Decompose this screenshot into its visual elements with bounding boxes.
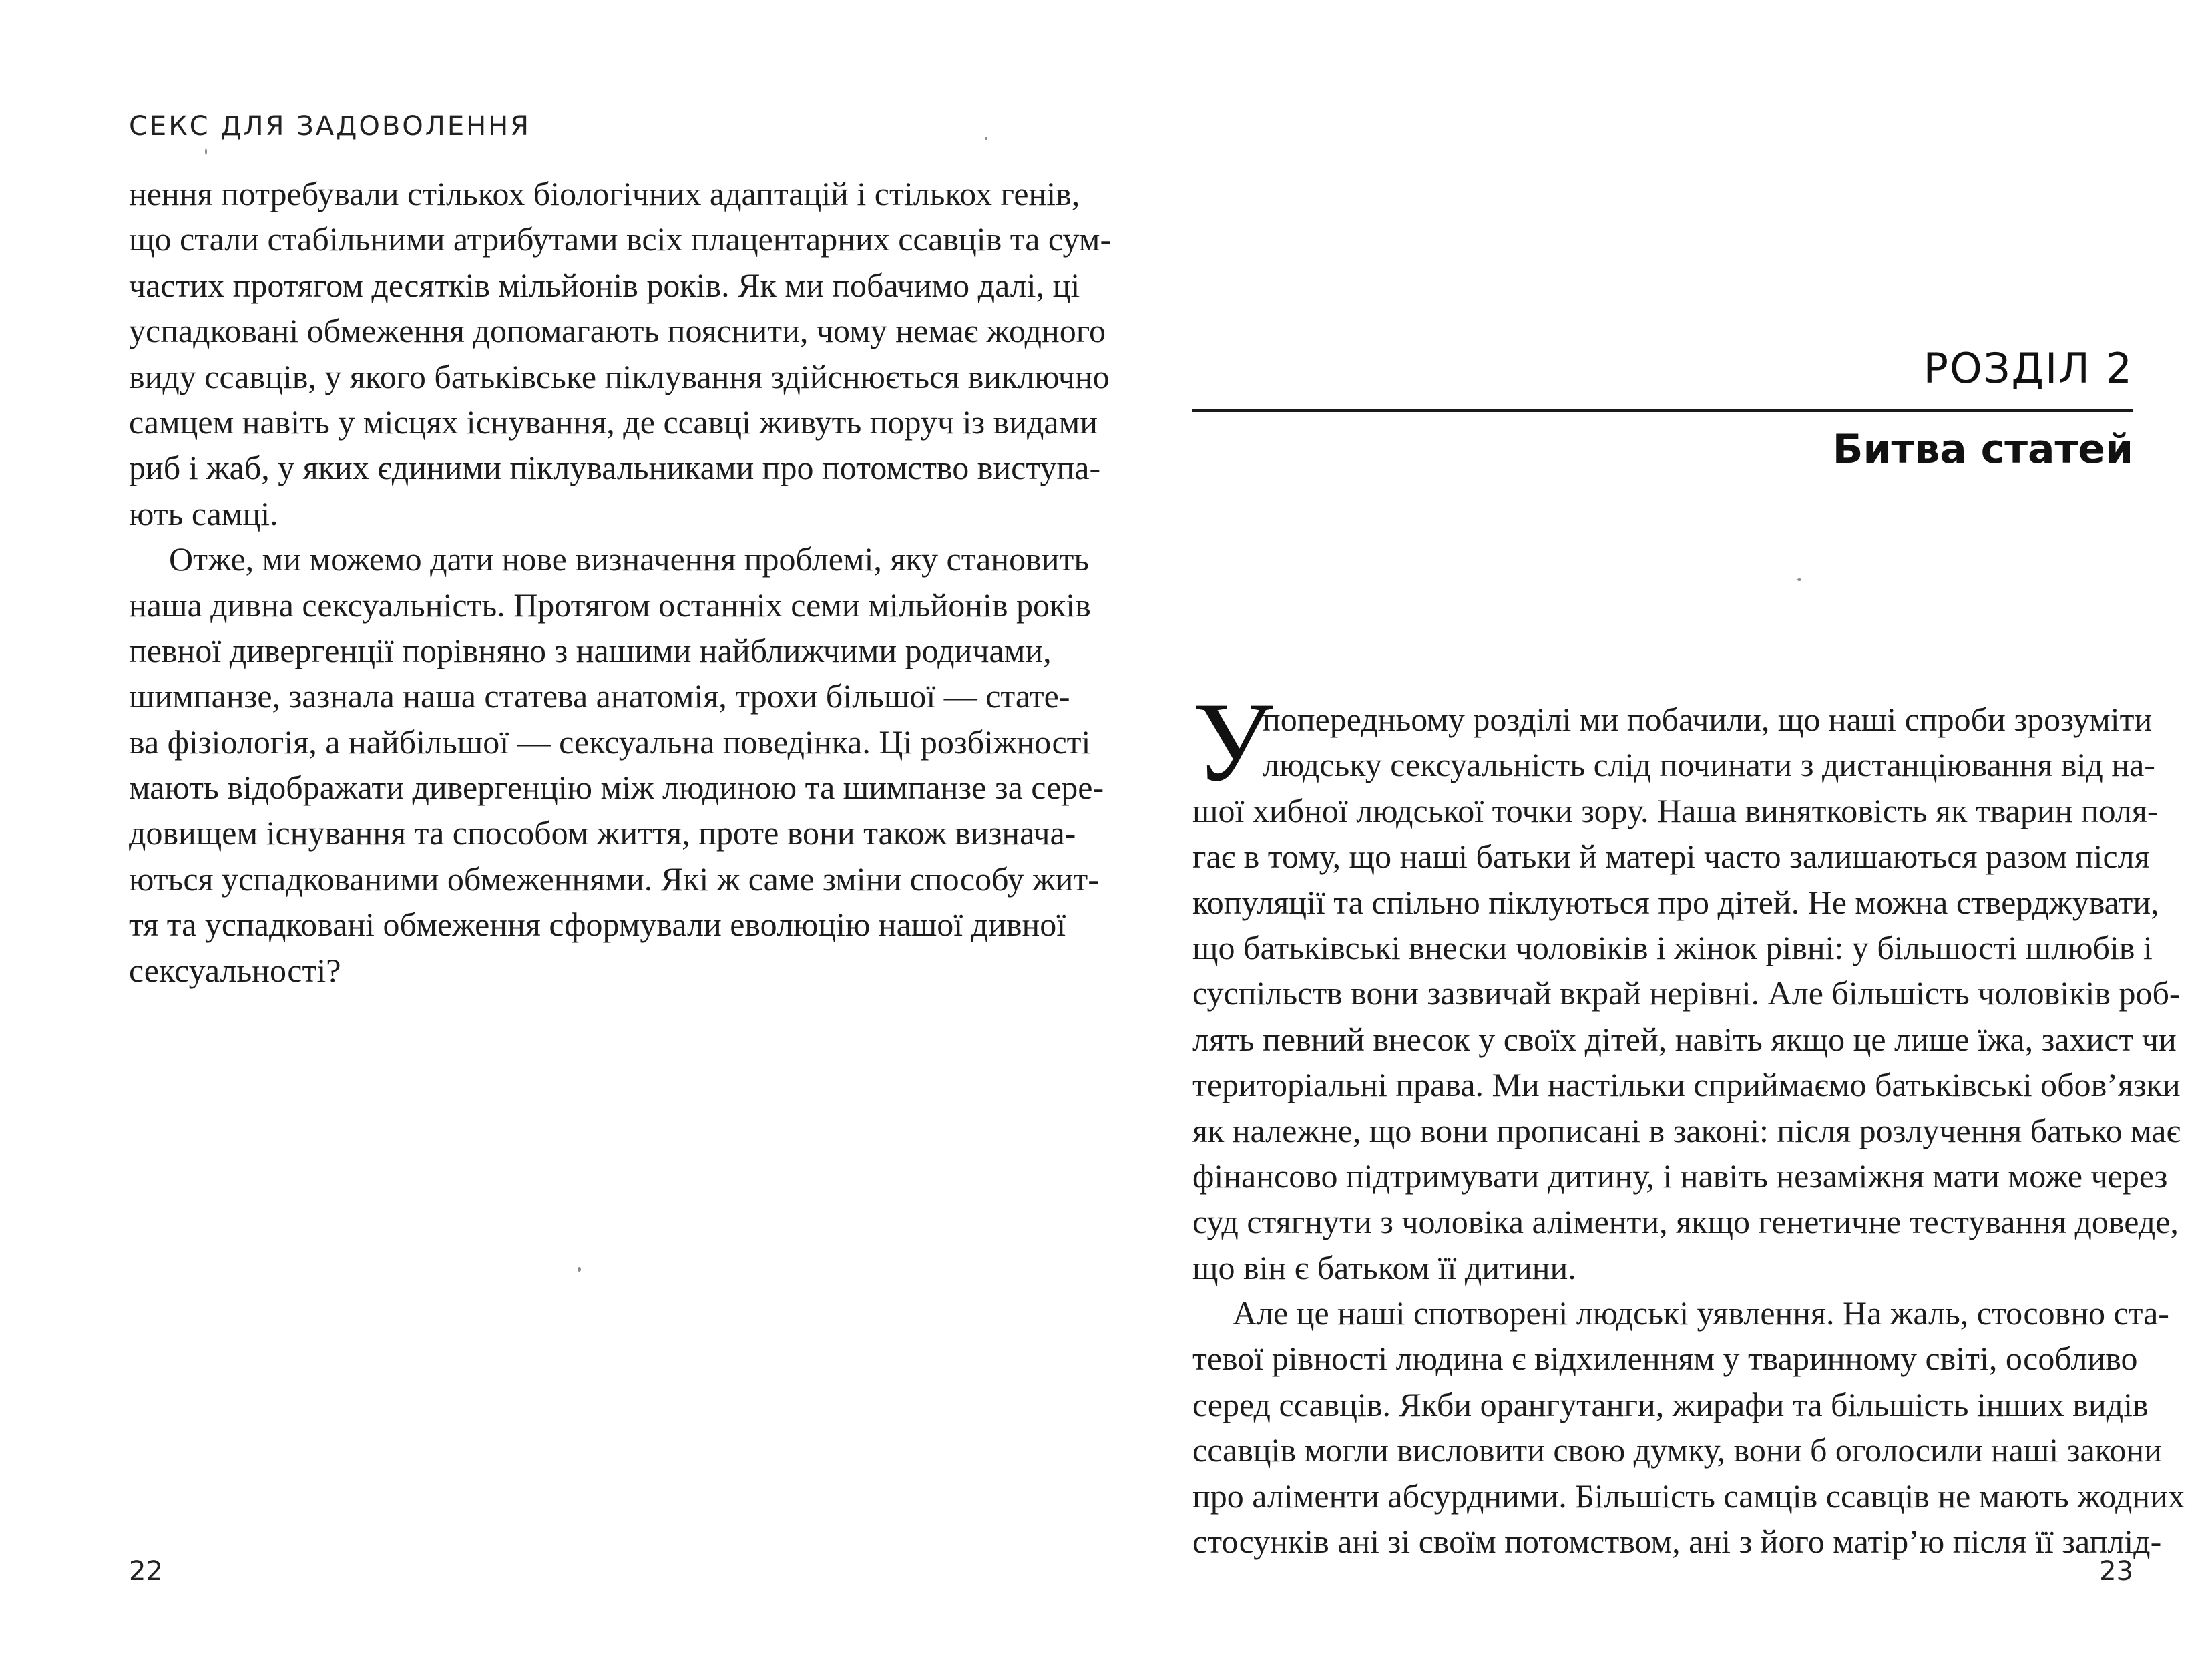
text-line: суспільств вони зазвичай вкрай нерівні. Але більшість чоловіків роб- xyxy=(1192,974,2181,1012)
text-line: попередньому розділі ми побачили, що наші спроби зрозуміти xyxy=(1263,701,2153,738)
text-line: наша дивна сексуальність. Протягом останніх семи мільйонів років xyxy=(129,586,1091,624)
text-line: тевої рівності людина є відхиленням у тваринному світі, особливо xyxy=(1192,1340,2138,1378)
text-line: серед ссавців. Якби орангутанги, жирафи та більшість інших видів xyxy=(1192,1385,2149,1423)
drop-cap: У xyxy=(1192,679,1273,805)
text-line: нення потребували стількох біологічних адаптацій і стількох генів, xyxy=(129,175,1080,212)
text-line: ссавців могли висловити свою думку, вони б оголосили наші закони xyxy=(1192,1431,2162,1469)
paper-speck xyxy=(578,1267,581,1272)
text-line: успадковані обмеження допомагають пояснити, чому немає жодного xyxy=(129,312,1106,350)
text-line: людську сексуальність слід починати з дистанціювання від на- xyxy=(1263,746,2155,784)
right-body-text xyxy=(1192,697,2185,1564)
running-head: СЕКС ДЛЯ ЗАДОВОЛЕННЯ xyxy=(129,111,531,142)
text-line: територіальні права. Ми настільки сприймаємо батьківські обов’язки xyxy=(1192,1066,2181,1104)
text-line: Отже, ми можемо дати нове визначення проблемі, яку становить xyxy=(169,540,1090,578)
text-line: самцем навіть у місцях існування, де ссавці живуть поруч із видами xyxy=(129,403,1098,441)
right-page xyxy=(1106,0,2212,1673)
text-line: ються успадкованими обмеженнями. Які ж саме зміни способу жит- xyxy=(129,860,1099,898)
paper-speck xyxy=(1797,578,1801,581)
text-line: копуляції та спільно піклуються про дітей. Не можна стверджувати, xyxy=(1192,883,2159,921)
text-line: як належне, що вони прописані в законі: після розлучення батько має xyxy=(1192,1111,2181,1149)
text-line: стосунків ані зі своїм потомством, ані з його матір’ю після її заплід- xyxy=(1192,1523,2162,1561)
text-line: що стали стабільними атрибутами всіх плацентарних ссавців та сум- xyxy=(129,220,1112,258)
text-line: гає в тому, що наші батьки й матері часто залишаються разом після xyxy=(1192,838,2150,876)
text-line: сексуальності? xyxy=(129,951,341,989)
text-line: риб і жаб, у яких єдиними піклувальниками про потомство виступа- xyxy=(129,449,1101,487)
text-line: лять певний внесок у своїх дітей, навіть якщо це лише їжа, захист чи xyxy=(1192,1020,2177,1058)
text-line: Але це наші спотворені людські уявлення. На жаль, стосовно ста- xyxy=(1233,1294,2169,1332)
text-line: довищем існування та способом життя, проте вони також визнача- xyxy=(129,814,1076,852)
text-line: ва фізіологія, а найбільшої — сексуальна поведінка. Ці розбіжності xyxy=(129,723,1091,761)
text-line: фінансово підтримувати дитину, і навіть незаміжня мати може через xyxy=(1192,1157,2168,1195)
paper-speck xyxy=(985,137,987,140)
text-line: що батьківські внески чоловіків і жінок рівні: у більшості шлюбів і xyxy=(1192,928,2153,966)
text-line: про аліменти абсурдними. Більшість самців ссавців не мають жодних xyxy=(1192,1477,2185,1515)
text-line: шимпанзе, зазнала наша статева анатомія, трохи більшої — стате- xyxy=(129,677,1070,715)
text-line: шої хибної людської точки зору. Наша винятковість як тварин поля- xyxy=(1192,791,2159,829)
page-number: 23 xyxy=(2099,1556,2133,1587)
text-line: виду ссавців, у якого батьківське піклування здійснюється виключно xyxy=(129,357,1110,395)
paper-speck xyxy=(205,148,207,155)
text-line: суд стягнути з чоловіка аліменти, якщо генетичне тестування доведе, xyxy=(1192,1203,2179,1241)
chapter-divider xyxy=(1192,409,2133,412)
text-line: що він є батьком її дитини. xyxy=(1192,1248,1576,1286)
chapter-label: РОЗДІЛ 2 xyxy=(1923,344,2133,393)
text-line: певної дивергенції порівняно з нашими найближчими родичами, xyxy=(129,631,1052,669)
page-number: 22 xyxy=(129,1556,163,1587)
text-line: тя та успадковані обмеження сформували еволюцію нашої дивної xyxy=(129,906,1066,944)
text-line: ють самці. xyxy=(129,494,278,532)
text-line: мають відображати дивергенцію між людиною та шимпанзе за сере- xyxy=(129,769,1104,807)
left-body-text xyxy=(129,171,1112,993)
text-line: частих протягом десятків мільйонів років. Як ми побачимо далі, ці xyxy=(129,266,1080,304)
chapter-title: Битва статей xyxy=(1832,426,2133,473)
